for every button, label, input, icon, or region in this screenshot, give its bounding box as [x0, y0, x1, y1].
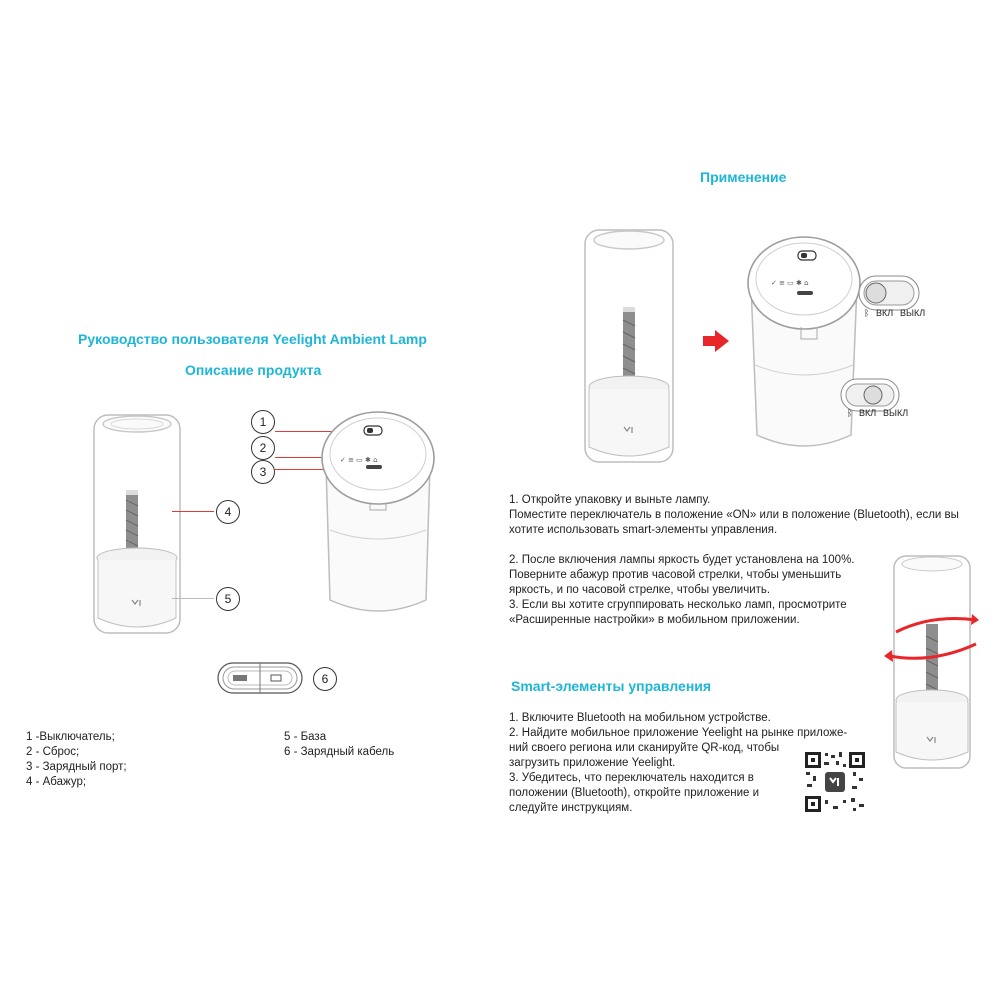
legend-item: 2 - Сброс; [26, 746, 80, 758]
callout-1: 1 [251, 410, 275, 434]
switch-closeup-on [840, 378, 900, 412]
bluetooth-icon: ᛒ [864, 308, 870, 318]
legend-item: 5 - База [284, 731, 327, 743]
lamp-top-closeup [745, 235, 863, 455]
legend-column-2 [284, 730, 394, 760]
smart-step-line: загрузить приложение Yeelight. [509, 757, 676, 769]
red-arrow [703, 330, 729, 352]
lamp-top-view [318, 410, 440, 625]
lamp-illustration [88, 410, 188, 635]
usage-step-line: Поверните абажур против часовой стрелки, чтобы уменьшить [509, 569, 842, 581]
switch-label-off: ВЫКЛ [883, 408, 909, 418]
legend-item: 4 - Абажур; [26, 776, 87, 788]
usage-step-line: Поместите переключатель в положение «ON» или в положение (Bluetooth), если вы [509, 509, 959, 521]
smart-controls-title: Smart-элементы управления [511, 678, 712, 694]
callout-5: 5 [216, 587, 240, 611]
smart-step-line: ний своего региона или сканируйте QR-код, чтобы [509, 742, 780, 754]
product-description-title: Описание продукта [185, 362, 322, 378]
callout-4: 4 [216, 500, 240, 524]
usage-step-line: 2. После включения лампы яркость будет установлена на 100%. [509, 554, 855, 566]
usage-step-line: 1. Откройте упаковку и выньте лампу. [509, 494, 711, 506]
legend-column-1 [26, 730, 127, 790]
switch-label-off: ВЫКЛ [900, 308, 926, 318]
legend-item: 6 - Зарядный кабель [284, 746, 395, 758]
manual-title: Руководство пользователя Yeelight Ambient Lamp [78, 331, 427, 347]
svg-text:✓ ≡ ▭ ✱ ⌂: ✓ ≡ ▭ ✱ ⌂ [340, 456, 378, 464]
switch-label-on: ВКЛ [876, 308, 894, 318]
callout-3: 3 [251, 460, 275, 484]
smart-step-line: следуйте инструкциям. [509, 802, 633, 814]
smart-step-line: 3. Убедитесь, что переключатель находится в [509, 772, 754, 784]
legend-item: 3 - Зарядный порт; [26, 761, 127, 773]
callout-6: 6 [313, 667, 337, 691]
smart-step-line: 1. Включите Bluetooth на мобильном устройстве. [509, 712, 771, 724]
charging-cable [215, 660, 305, 696]
usage-title: Применение [700, 169, 787, 185]
bluetooth-icon: ᛒ [847, 408, 853, 418]
switch-closeup-bluetooth [858, 275, 920, 311]
usage-step-line: яркость, и по часовой стрелке, чтобы увеличить. [509, 584, 771, 596]
lamp-rotate-illustration [880, 552, 980, 772]
usage-step-line: хотите использовать smart-элементы управления. [509, 524, 778, 536]
svg-text:✓ ≡ ▭ ✱ ⌂: ✓ ≡ ▭ ✱ ⌂ [771, 279, 809, 287]
smart-step-line: 2. Найдите мобильное приложение Yeelight на рынке приложе- [509, 727, 848, 739]
callout-2: 2 [251, 436, 275, 460]
legend-item: 1 -Выключатель; [26, 731, 115, 743]
usage-step-line: 3. Если вы хотите сгруппировать несколько ламп, просмотрите [509, 599, 847, 611]
smart-steps [509, 711, 847, 816]
lamp-usage-illustration [580, 225, 680, 465]
qr-code[interactable] [803, 750, 867, 814]
switch-label-on: ВКЛ [859, 408, 877, 418]
smart-step-line: положении (Bluetooth), откройте приложение и [509, 787, 760, 799]
usage-step-line: «Расширенные настройки» в мобильном приложении. [509, 614, 800, 626]
